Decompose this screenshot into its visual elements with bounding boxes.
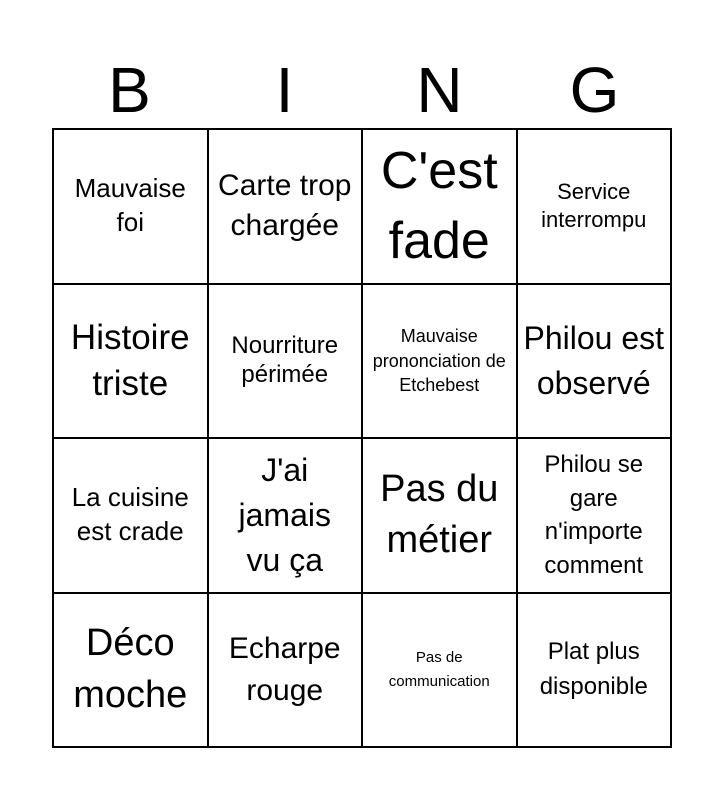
cell-text: Déco moche xyxy=(73,622,188,716)
cell-text: Nourriture périmée xyxy=(231,331,339,388)
cell-text: Carte trop chargée xyxy=(218,168,352,243)
bingo-cell[interactable] xyxy=(208,129,363,284)
cell-text: Philou se gare n'importe comment xyxy=(544,451,644,579)
bingo-grid xyxy=(52,128,672,748)
cell-text: La cuisine est crade xyxy=(71,482,189,547)
bingo-cell[interactable] xyxy=(362,438,517,593)
bingo-header xyxy=(52,52,672,128)
header-letter-i: I xyxy=(275,54,294,126)
bingo-cell[interactable] xyxy=(362,129,517,284)
cell-text: Service interrompu xyxy=(541,178,647,233)
bingo-cell[interactable] xyxy=(517,438,672,593)
bingo-cell[interactable] xyxy=(208,438,363,593)
cell-text: Echarpe rouge xyxy=(228,631,341,707)
header-letter-b: B xyxy=(108,54,151,126)
cell-text: J'ai jamais vu ça xyxy=(238,452,331,578)
header-letter-n: N xyxy=(416,54,463,126)
cell-text: Histoire triste xyxy=(70,318,190,403)
cell-text: Mauvaise prononciation de Etchebest xyxy=(372,326,506,395)
cell-text: Philou est observé xyxy=(523,319,665,401)
cell-text: Pas de communication xyxy=(388,648,490,690)
cell-text: Plat plus disponible xyxy=(539,637,648,700)
header-letter-g: G xyxy=(569,54,620,126)
cell-text: Mauvaise foi xyxy=(74,173,186,238)
bingo-cell[interactable] xyxy=(53,593,208,748)
bingo-cell[interactable] xyxy=(208,593,363,748)
bingo-cell[interactable] xyxy=(517,284,672,439)
bingo-cell[interactable] xyxy=(362,593,517,748)
bingo-cell[interactable] xyxy=(208,284,363,439)
bingo-cell[interactable] xyxy=(53,284,208,439)
bingo-cell[interactable] xyxy=(53,438,208,593)
cell-text: C'est fade xyxy=(380,142,498,271)
bingo-cell[interactable] xyxy=(362,284,517,439)
bingo-cell[interactable] xyxy=(53,129,208,284)
bingo-cell[interactable] xyxy=(517,593,672,748)
cell-text: Pas du métier xyxy=(380,467,499,562)
bingo-cell[interactable] xyxy=(517,129,672,284)
